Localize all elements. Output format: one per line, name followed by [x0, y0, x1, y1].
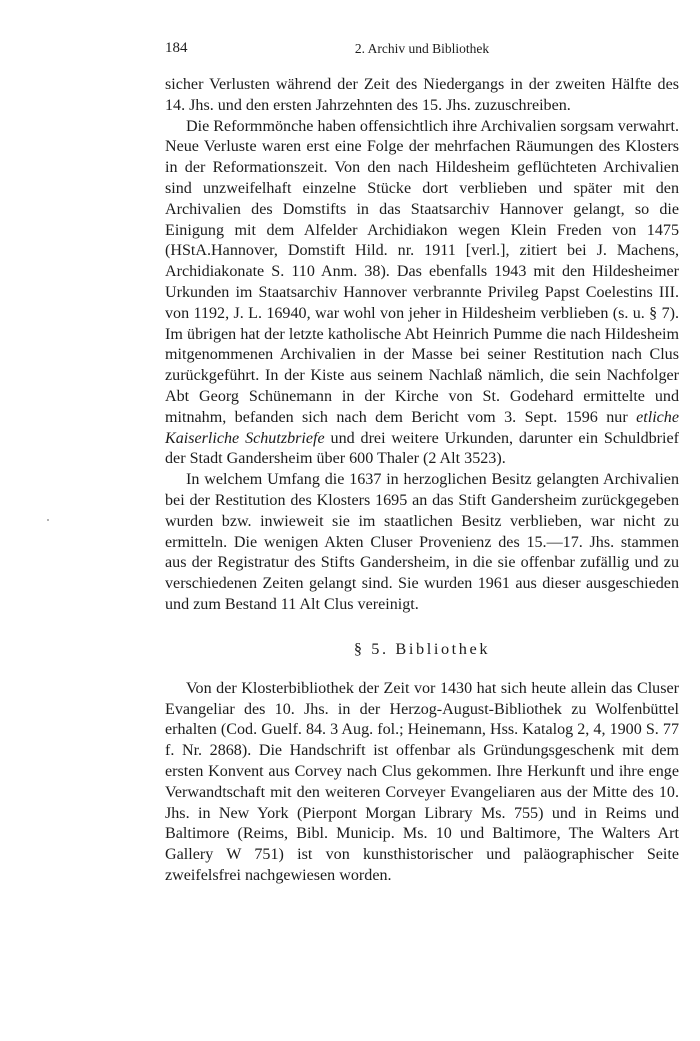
page-number: 184 — [165, 40, 188, 56]
paragraph-4: Von der Klosterbibliothek der Zeit vor 1430 hat sich heute allein das Cluser Evangeliar des 10. Jhs. in der Herzog-August-Bibliothek zu Wolfenbüttel erhalten (Cod. Guelf. 84. 3 Aug. fol.; Heinemann, Hss. Katalog 2, 4, 1900 S. 77 f. Nr. 2868). Die Handschrift ist offenbar als Gründungsgeschenk mit dem ersten Konvent aus Corvey nach Clus gekommen. Ihre Herkunft und ihre enge Verwandtschaft mit den weiteren Corveyer Evangeliaren aus der Mitte des 10. Jhs. in New York (Pierpont Morgan Library Ms. 755) und in Reims und Baltimore (Reims, Bibl. Municip. Ms. 10 und Baltimore, The Walters Art Gallery W 751) ist von kunsthistorischer und paläographischer Seite zweifelsfrei nachgewiesen worden. — [165, 679, 679, 884]
paragraph-2-text: Die Reformmönche haben offensichtlich ihre Archivalien sorgsam verwahrt. Neue Verluste waren erst eine Folge der mehrfachen Räumungen des Klosters in der Reformationszeit. Von den nach Hildesheim geflüchteten Archivalien sind unzweifelhaft einzelne Stücke dort verblieben und später mit den Archivalien des Domstifts in das Staatsarchiv Hannover gelangt, so die Einigung mit dem Alfelder Archidiakon wegen Klein Freden von 1475 (HStA.Hannover, Domstift Hild. nr. 1911 [verl.], zitiert bei J. Machens, Archidiakonate S. 110 Anm. 38). Das ebenfalls 1943 mit den Hildesheimer Urkunden im Staatsarchiv Hannover verbrannte Privileg Papst Coelestins III. von 1192, J. L. 16940, war wohl von jeher in Hildesheim verblieben (s. u. § 7). Im übrigen hat der letzte katholische Abt Heinrich Pumme die nach Hildesheim mitgenommenen Archivalien in der Masse bei seiner Restitution nach Clus zurückgeführt. In der Kiste aus seinem Nachlaß nämlich, die sein Nachfolger Abt Georg Schünemann in der Kirche von St. Godehard ermittelte und mitnahm, befanden sich nach dem Bericht vom 3. Sept. 1596 nur — [165, 117, 679, 426]
paragraph-2 — [165, 117, 679, 471]
paragraph-1: sicher Verlusten während der Zeit des Niedergangs in der zweiten Hälfte des 14. Jhs. und den ersten Jahrzehnten des 15. Jhs. zuzuschreiben. — [165, 76, 679, 114]
running-head: 2. Archiv und Bibliothek — [354, 41, 490, 56]
paragraph-2-italic-phrase: etliche Kaiserliche Schutzbriefe — [165, 408, 679, 447]
paragraph-3: In welchem Umfang die 1637 in herzoglichen Besitz gelangten Archivalien bei der Restitution des Klosters 1695 an das Stift Gandersheim zurückgegeben wurden bzw. inwieweit sie im staatlichen Besitz verblieben, war nicht zu ermitteln. Die wenigen Akten Cluser Provenienz des 15.—17. Jhs. stammen aus der Registratur des Stifts Gandersheim, in die sie offenbar zufällig und zu verschiedenen Zeiten gelangt sind. Sie wurden 1961 aus dieser ausgeschieden und zum Bestand 11 Alt Clus vereinigt. — [165, 471, 679, 613]
section-heading: § 5. Bibliothek — [353, 638, 491, 658]
margin-mark — [47, 519, 49, 521]
body-text — [165, 75, 679, 887]
page-header — [165, 40, 679, 60]
paragraph-2-tail: und drei weitere Urkunden, darunter ein Schuldbrief der Stadt Gandersheim über 600 Thaler (2 Alt 3523). — [165, 429, 680, 468]
